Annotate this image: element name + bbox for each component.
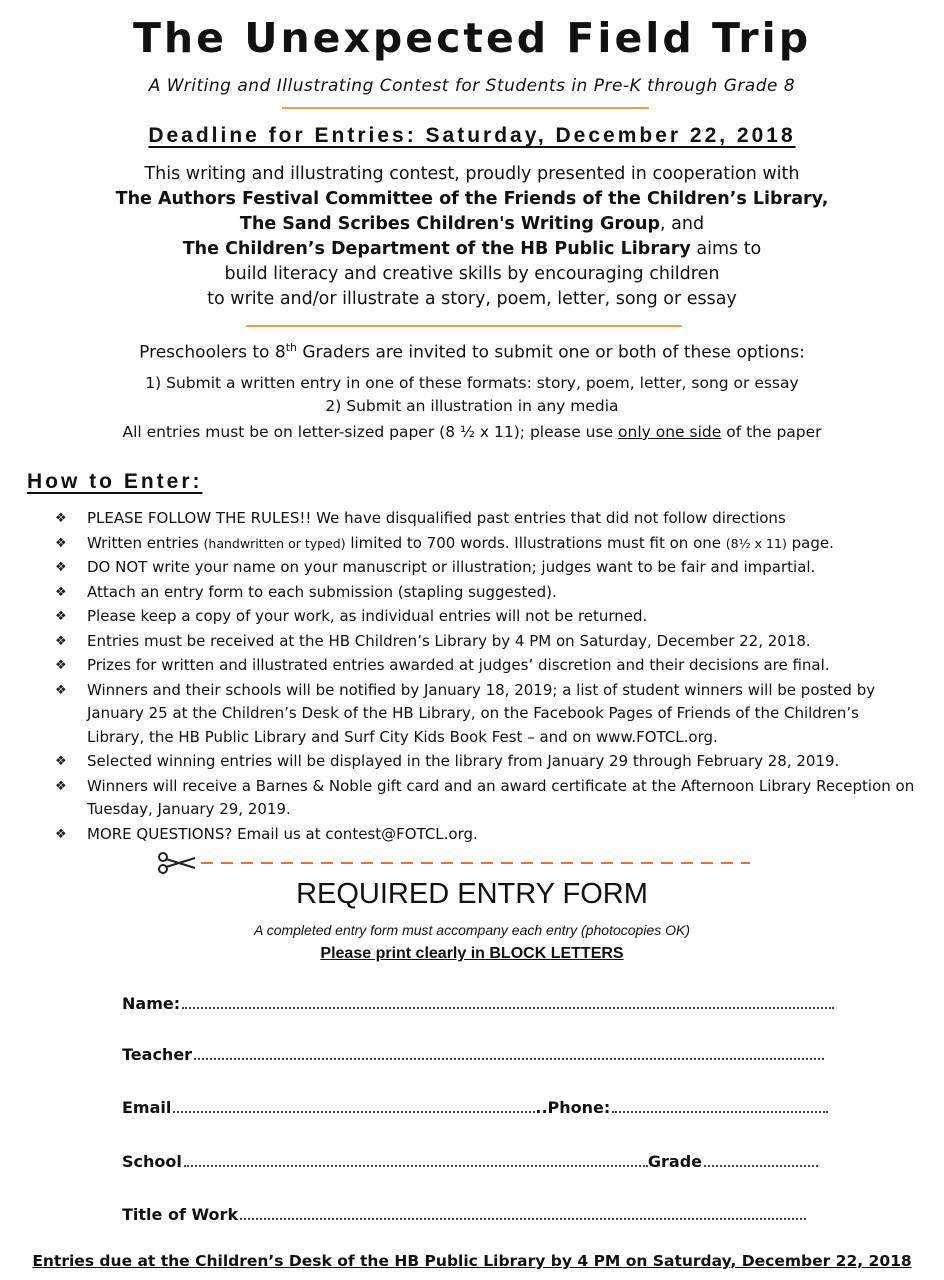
- intro-partner-sand-scribes: The Sand Scribes Children's Writing Group: [239, 214, 660, 234]
- intro-line-3: [0, 212, 944, 237]
- page-subtitle: A Writing and Illustrating Contest for Students in Pre-K through Grade 8: [148, 76, 796, 96]
- name-field[interactable]: [122, 994, 834, 1013]
- option-1: 1) Submit a written entry in one of these formats: story, poem, letter, song or essay: [145, 374, 799, 392]
- rule-text: Selected winning entries will be displayed in the library from January 29 through February 28, 2019.: [87, 752, 840, 770]
- school-field[interactable]: [122, 1152, 818, 1171]
- rule-item: [55, 532, 915, 556]
- paper-text-post: of the paper: [721, 423, 822, 441]
- rule-item: [55, 775, 915, 822]
- rule-text-small: (handwritten or typed): [203, 535, 346, 551]
- invite-text-pre: Preschoolers to 8: [139, 342, 286, 363]
- intro-line-4: [0, 237, 944, 262]
- invite-superscript: th: [285, 341, 297, 354]
- teacher-dotted-line[interactable]: [194, 1058, 824, 1060]
- email-field[interactable]: [122, 1098, 828, 1117]
- rule-text: MORE QUESTIONS? Email us at contest@FOTCL.org.: [87, 824, 478, 843]
- rule-item: [55, 507, 915, 531]
- rule-text: Attach an entry form to each submission (stapling suggested).: [87, 582, 557, 601]
- diamond-bullet-icon: ❖: [55, 778, 67, 794]
- how-to-enter-heading: How to Enter:: [27, 470, 203, 493]
- entry-form-note: A completed entry form must accompany each entry (photocopies OK): [253, 922, 690, 938]
- intro-line-6: to write and/or illustrate a story, poem, letter, song or essay: [207, 289, 737, 309]
- rule-text: Winners will receive a Barnes & Noble gift card and an award certificate at the Afternoon Library Reception on Tuesday, January 29, 2019.: [87, 776, 915, 818]
- rule-item: [55, 750, 915, 774]
- rule-item: [55, 654, 915, 678]
- rule-text: DO NOT write your name on your manuscript or illustration; judges want to be fair and impartial.: [87, 558, 816, 576]
- rule-item: [55, 581, 915, 605]
- rule-text: page.: [786, 533, 834, 552]
- rule-text-small: (8½ x 11): [725, 535, 787, 551]
- name-label: Name:: [122, 994, 181, 1013]
- rule-text: Winners and their schools will be notified by January 18, 2019; a list of student winners will be posted by January 25 at the Children’s Desk of the HB Library, on the Facebook Pages of Friends of the Children’s Library, the HB Public Library and Surf City Kids Book Fest – and on www.FOTCL.org.: [87, 680, 876, 746]
- teacher-field[interactable]: [122, 1045, 824, 1064]
- entry-form-title: REQUIRED ENTRY FORM: [296, 878, 648, 910]
- invite-line: [0, 341, 944, 363]
- rule-text: Please keep a copy of your work, as individual entries will not be returned.: [87, 607, 648, 625]
- grade-label: Grade: [647, 1152, 702, 1171]
- intro-line-4-rest: aims to: [690, 239, 762, 259]
- teacher-label: Teacher: [122, 1045, 193, 1064]
- title-of-work-field[interactable]: [122, 1205, 806, 1224]
- rule-text: PLEASE FOLLOW THE RULES!! We have disqualified past entries that did not follow directions: [87, 509, 786, 527]
- paper-text-underlined: only one side: [618, 423, 722, 441]
- paper-requirement: [0, 423, 944, 441]
- page-title: The Unexpected Field Trip: [132, 14, 812, 62]
- entry-form-print-note: Please print clearly in BLOCK LETTERS: [320, 945, 624, 962]
- rule-item: [55, 823, 915, 847]
- school-dotted-line[interactable]: [184, 1165, 648, 1167]
- rule-text: limited to 700 words. Illustrations must fit on one: [345, 533, 726, 552]
- diamond-bullet-icon: ❖: [55, 826, 67, 842]
- diamond-bullet-icon: ❖: [55, 658, 67, 673]
- phone-dotted-line[interactable]: [612, 1111, 828, 1113]
- rule-text: Entries must be received at the HB Children’s Library by 4 PM on Saturday, December 22, 2018.: [87, 631, 811, 650]
- rule-item: [55, 605, 915, 629]
- diamond-bullet-icon: ❖: [55, 633, 67, 649]
- intro-line-2: [0, 187, 944, 212]
- intro-partner-authors-committee: The Authors Festival Committee of the Friends of the Children’s Library,: [115, 189, 829, 209]
- intro-partner-childrens-department: The Children’s Department of the HB Public Library: [182, 239, 691, 259]
- cut-line: [155, 848, 755, 878]
- footer-notice: Entries due at the Children’s Desk of the HB Public Library by 4 PM on Saturday, December 22, 2018: [32, 1252, 912, 1270]
- rules-list: [55, 507, 915, 847]
- diamond-bullet-icon: ❖: [55, 609, 67, 624]
- orange-divider-top: [282, 107, 649, 109]
- paper-text-pre: All entries must be on letter-sized paper (8 ½ x 11); please use: [122, 423, 619, 441]
- diamond-bullet-icon: ❖: [55, 535, 67, 551]
- email-label: Email: [122, 1098, 172, 1117]
- option-2: 2) Submit an illustration in any media: [325, 397, 619, 415]
- rule-text: Written entries: [87, 533, 204, 552]
- intro-line-1: This writing and illustrating contest, proudly presented in cooperation with: [144, 164, 800, 184]
- intro-line-3-rest: , and: [660, 214, 705, 234]
- diamond-bullet-icon: ❖: [55, 754, 67, 769]
- diamond-bullet-icon: ❖: [55, 511, 67, 526]
- diamond-bullet-icon: ❖: [55, 682, 67, 698]
- phone-label: ..Phone:: [535, 1098, 611, 1117]
- email-dotted-line[interactable]: [173, 1111, 535, 1113]
- deadline-heading: Deadline for Entries: Saturday, December 22, 2018: [148, 124, 796, 147]
- name-dotted-line[interactable]: [182, 1007, 834, 1009]
- rule-item: [55, 630, 915, 654]
- diamond-bullet-icon: ❖: [55, 560, 67, 575]
- rule-text: Prizes for written and illustrated entries awarded at judges’ discretion and their decisions are final.: [87, 656, 830, 674]
- intro-line-5: build literacy and creative skills by encouraging children: [224, 264, 720, 284]
- invite-text-post: Graders are invited to submit one or both of these options:: [296, 342, 805, 363]
- rule-item: [55, 679, 915, 750]
- grade-dotted-line[interactable]: [704, 1165, 818, 1167]
- school-label: School: [122, 1152, 182, 1171]
- title-of-work-label: Title of Work: [122, 1205, 239, 1224]
- scissors-icon: [159, 853, 195, 873]
- rule-item: [55, 556, 915, 580]
- diamond-bullet-icon: ❖: [55, 584, 67, 600]
- orange-divider-middle: [246, 325, 682, 327]
- title-of-work-dotted-line[interactable]: [240, 1218, 806, 1220]
